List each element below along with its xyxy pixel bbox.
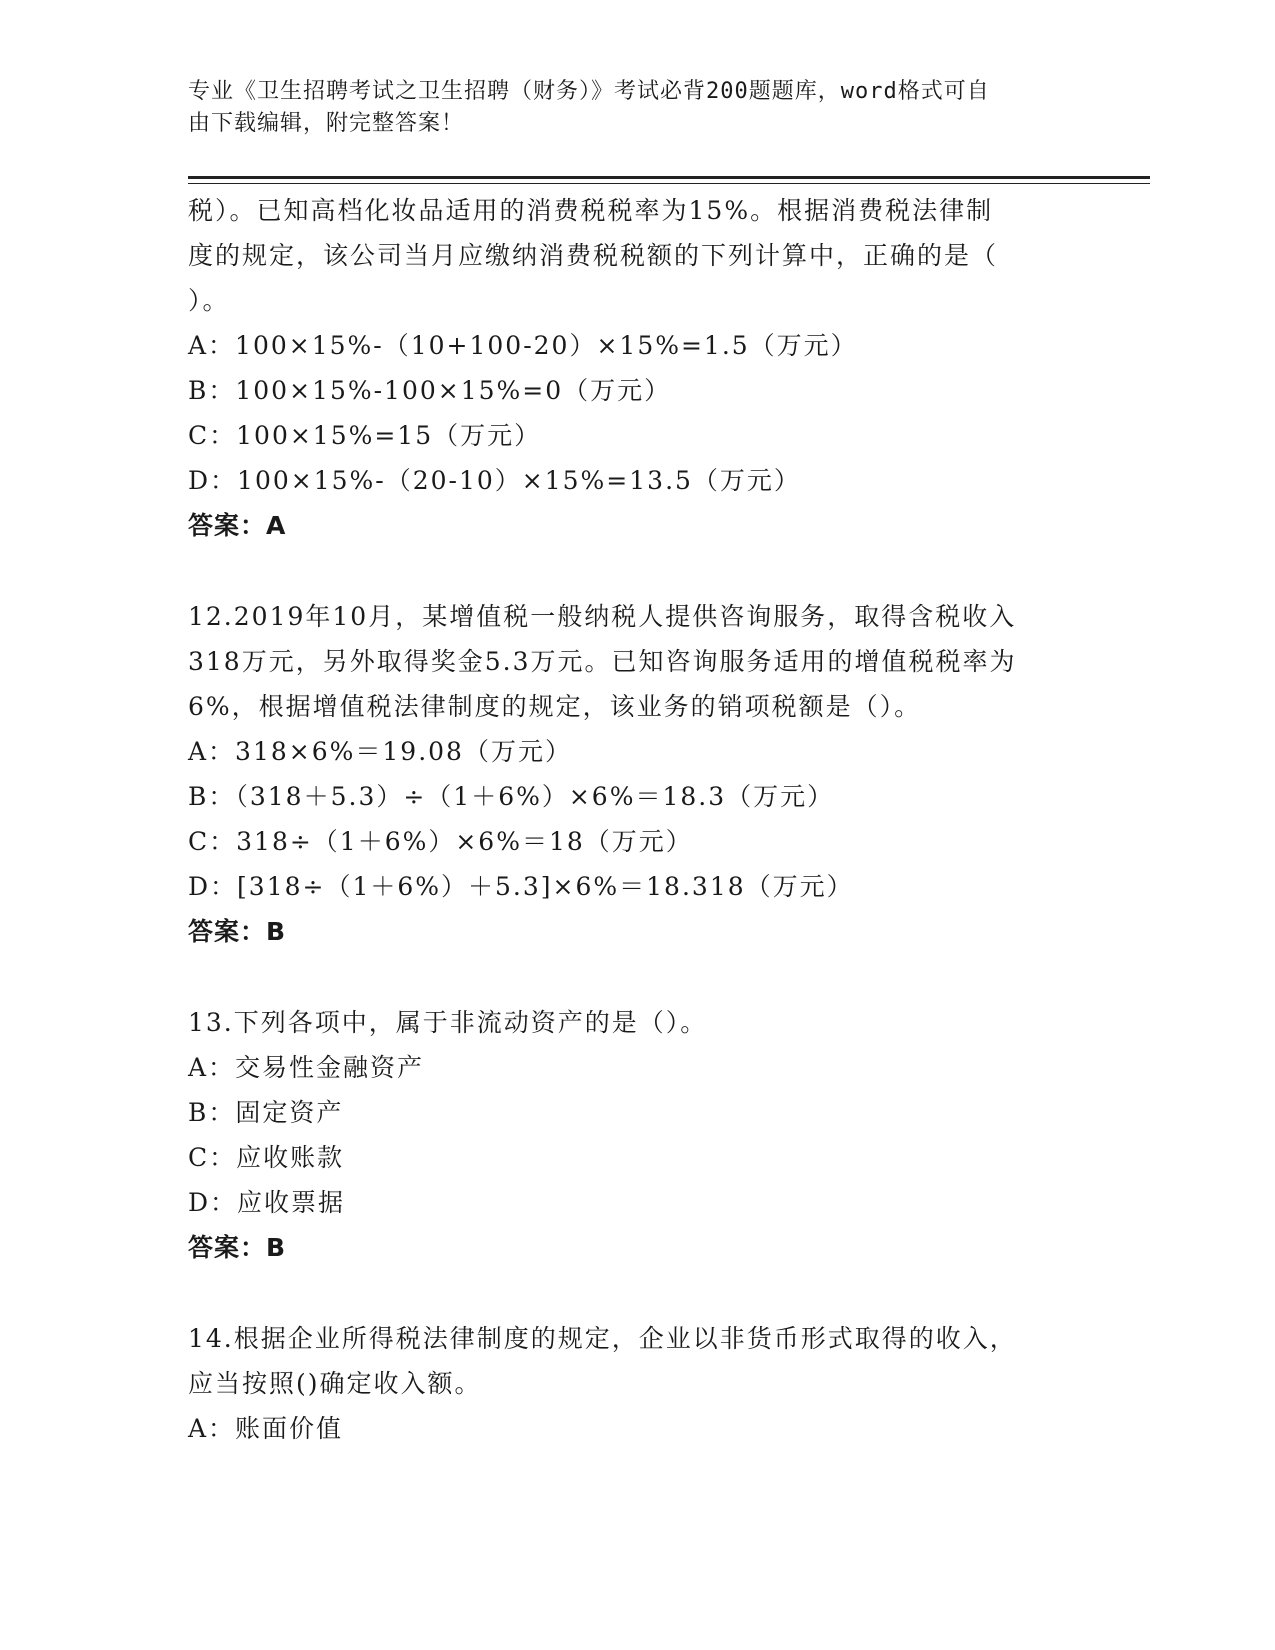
option-c: C：应收账款 bbox=[188, 1143, 345, 1172]
question-14 bbox=[188, 1316, 1088, 1451]
question-stem-line: 12.2019年10月，某增值税一般纳税人提供咨询服务，取得含税收入 bbox=[188, 602, 1017, 631]
option-d: D：[318÷（1＋6%）＋5.3]×6%＝18.318（万元） bbox=[188, 872, 854, 901]
answer: 答案：A bbox=[188, 511, 287, 540]
option-a: A：318×6%＝19.08（万元） bbox=[188, 737, 572, 766]
question-stem-line: 度的规定，该公司当月应缴纳消费税税额的下列计算中，正确的是（ bbox=[188, 241, 999, 270]
question-stem-line: 6%，根据增值税法律制度的规定，该业务的销项税额是（）。 bbox=[188, 692, 922, 721]
question-list bbox=[188, 188, 1088, 1451]
question-12 bbox=[188, 594, 1088, 954]
question-stem-line: 应当按照()确定收入额。 bbox=[188, 1369, 482, 1398]
option-a: A：100×15%-（10+100-20）×15%=1.5（万元） bbox=[188, 331, 858, 360]
header-title-line-1: 专业《卫生招聘考试之卫生招聘（财务）》考试必背200题题库，word格式可自 bbox=[188, 79, 990, 104]
option-a: A：账面价值 bbox=[188, 1414, 344, 1443]
answer: 答案：B bbox=[188, 1233, 287, 1262]
option-d: D：应收票据 bbox=[188, 1188, 346, 1217]
option-d: D：100×15%-（20-10）×15%=13.5（万元） bbox=[188, 466, 801, 495]
question-11 bbox=[188, 188, 1088, 548]
question-stem-line: 13.下列各项中，属于非流动资产的是（）。 bbox=[188, 1008, 708, 1037]
option-c: C：100×15%=15（万元） bbox=[188, 421, 542, 450]
document-header bbox=[188, 76, 1088, 140]
header-rule-thin bbox=[188, 183, 1150, 184]
question-stem-line: 14.根据企业所得税法律制度的规定，企业以非货币形式取得的收入， bbox=[188, 1324, 1017, 1353]
header-rule-thick bbox=[188, 176, 1150, 179]
option-a: A：交易性金融资产 bbox=[188, 1053, 425, 1082]
question-stem-line: 318万元，另外取得奖金5.3万元。已知咨询服务适用的增值税税率为 bbox=[188, 647, 1017, 676]
option-b: B：固定资产 bbox=[188, 1098, 344, 1127]
question-13 bbox=[188, 1000, 1088, 1270]
question-stem-line: ）。 bbox=[188, 286, 230, 315]
option-b: B：（318＋5.3）÷（1＋6%）×6%＝18.3（万元） bbox=[188, 782, 835, 811]
header-title-line-2: 由下载编辑，附完整答案！ bbox=[188, 111, 465, 136]
option-c: C：318÷（1＋6%）×6%＝18（万元） bbox=[188, 827, 693, 856]
option-b: B：100×15%-100×15%=0（万元） bbox=[188, 376, 672, 405]
question-stem-line: 税）。已知高档化妆品适用的消费税税率为15%。根据消费税法律制 bbox=[188, 196, 994, 225]
answer: 答案：B bbox=[188, 917, 287, 946]
